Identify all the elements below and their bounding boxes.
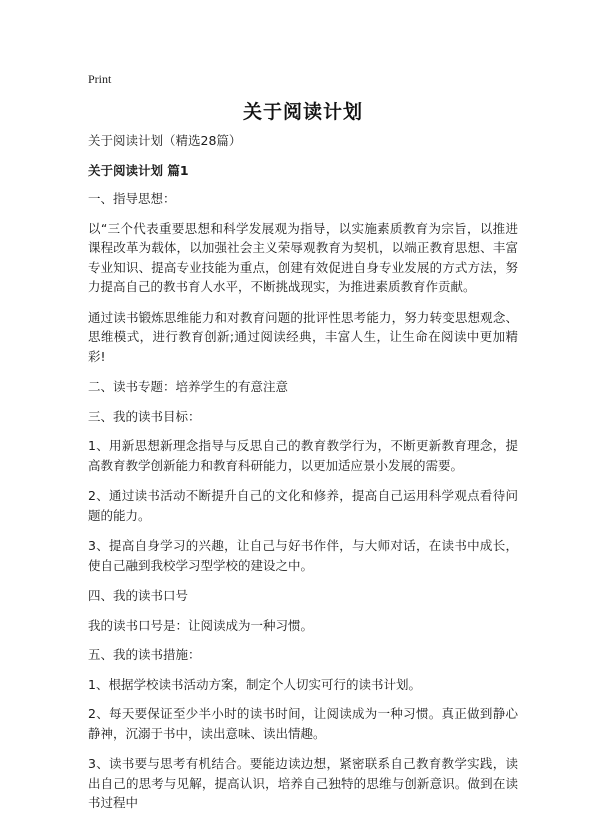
- heading-reading-slogan: 四、我的读书口号: [88, 588, 189, 603]
- document-subtitle: 关于阅读计划（精选28篇）: [88, 133, 242, 148]
- heading-reading-goals: 三、我的读书目标：: [88, 408, 201, 424]
- paragraph-reading-purpose: 通过读书锻炼思维能力和对教育问题的批评性思考能力，努力转变思想观念、思维模式，进行教育创新;通过阅读经典，丰富人生，让生命在阅读中更加精彩!: [88, 309, 518, 364]
- goal-item-1: 1、用新思想新理念指导与反思自己的教育教学行为，不断更新教育理念，提高教育教学创新能力和教育科研能力，以更加适应景小发展的需要。: [88, 438, 518, 473]
- goal-item-2: 2、通过读书活动不断提升自己的文化和修养，提高自己运用科学观点看待问题的能力。: [88, 488, 518, 523]
- goal-item-3: 3、提高自身学习的兴趣，让自己与好书作伴，与大师对话，在读书中成长，使自己融到我校学习型学校的建设之中。: [88, 538, 518, 573]
- page-title: 关于阅读计划: [242, 101, 363, 123]
- paragraph-reading-slogan: 我的读书口号是：让阅读成为一种习惯。: [88, 617, 314, 633]
- document-content: [88, 131, 518, 824]
- section-heading: 关于阅读计划 篇1: [88, 162, 189, 178]
- measure-item-1: 1、根据学校读书活动方案，制定个人切实可行的读书计划。: [88, 676, 421, 692]
- measure-item-3: 3、读书要与思考有机结合。要能边读边想，紧密联系自己教育教学实践，读出自己的思考与见解，提高认识，培养自己独特的思维与创新意识。做到在读书过程中: [88, 756, 518, 810]
- measure-item-2: 2、每天要保证至少半小时的读书时间，让阅读成为一种习惯。真正做到静心静神，沉溺于书中，读出意味、读出情趣。: [88, 706, 518, 741]
- heading-reading-topic: 二、读书专题：培养学生的有意注意: [88, 379, 289, 394]
- heading-reading-measures: 五、我的读书措施：: [88, 647, 201, 662]
- paragraph-guiding-thought: 以“三个代表重要思想和科学发展观为指导，以实施素质教育为宗旨，以推进课程改革为载体，以加强社会主义荣辱观教育为契机，以端正教育思想、丰富专业知识、提高专业技能为重点，创建有效促进自身专业发展的方式方法，努力提高自己的教书育人水平，不断挑战现实，为推进素质教育作贡献。: [88, 220, 518, 294]
- heading-guiding-thought: 一、指导思想：: [88, 191, 176, 206]
- print-link[interactable]: Print: [88, 72, 112, 86]
